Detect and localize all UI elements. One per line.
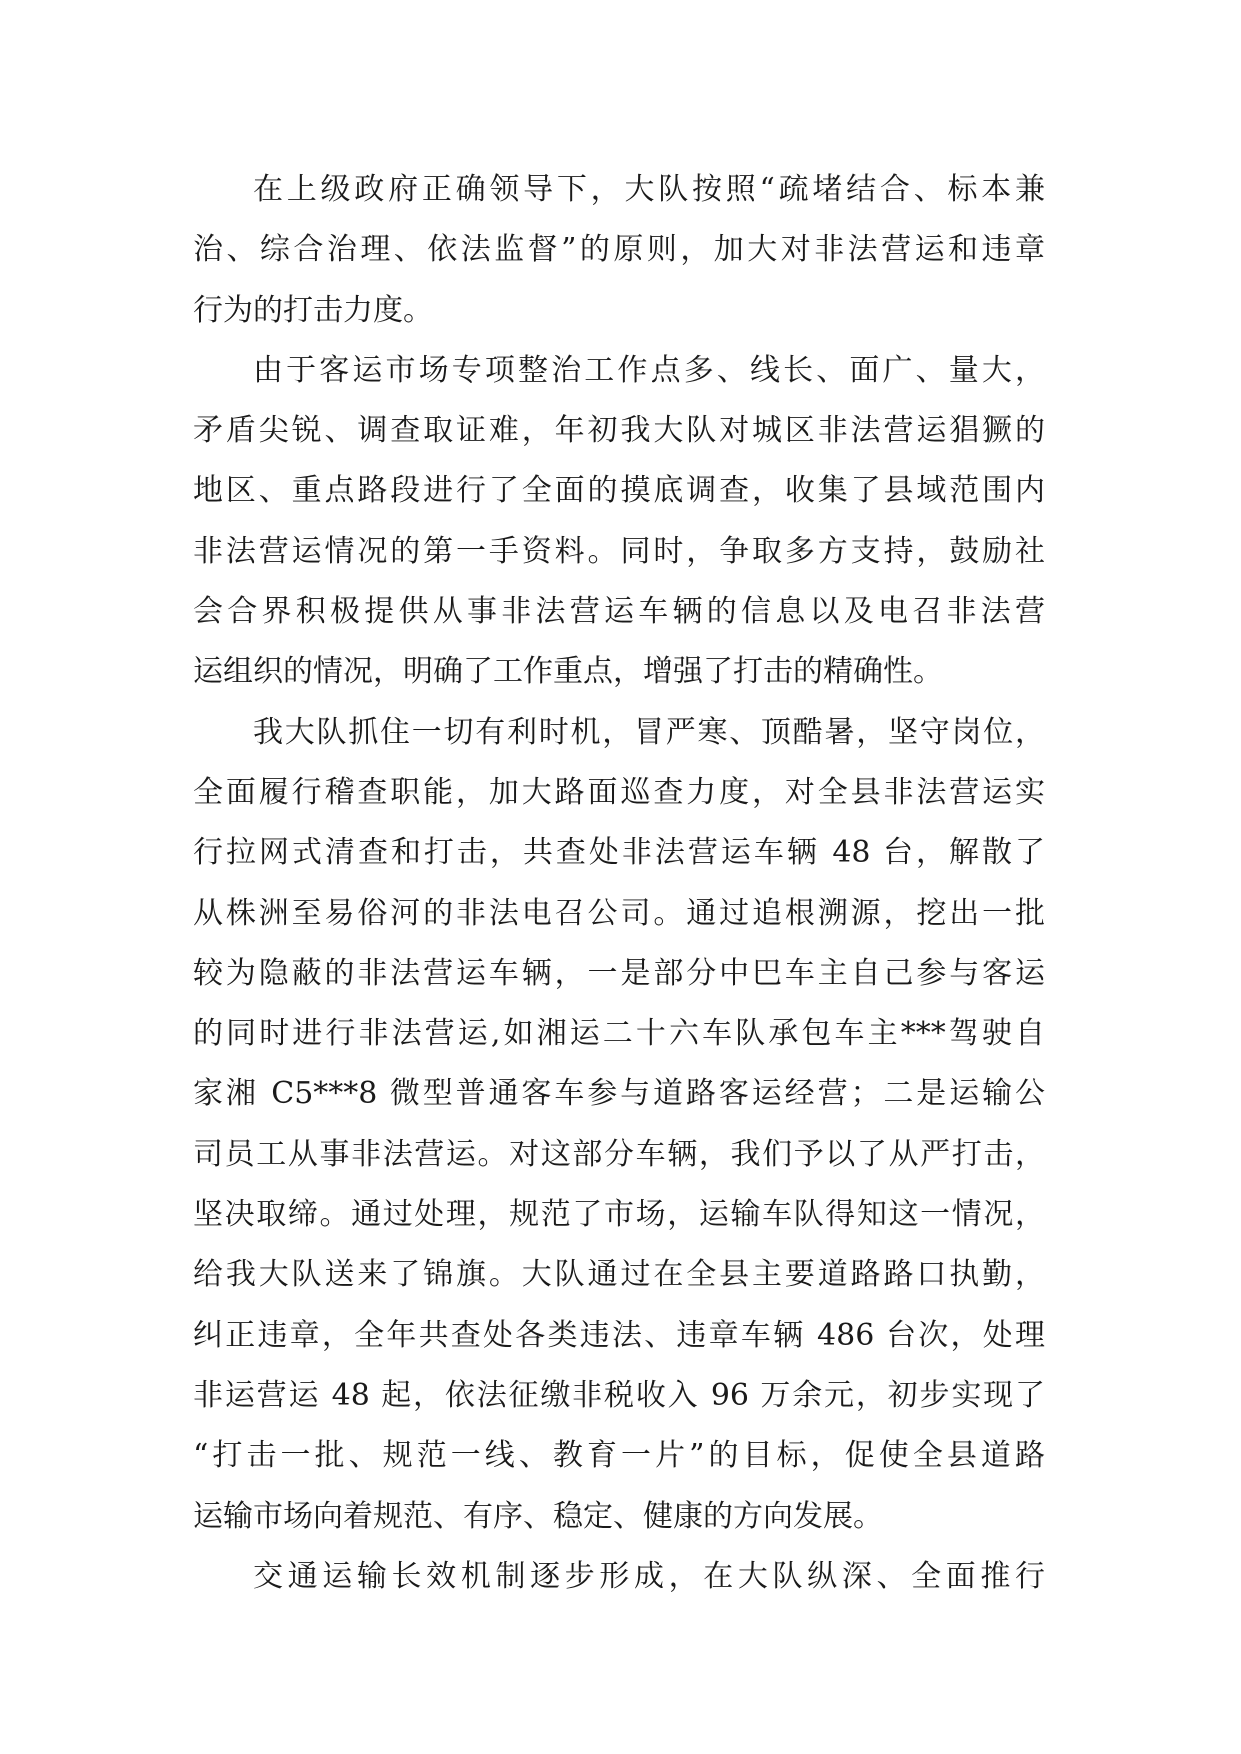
text-line: 非法营运情况的第一手资料。同时，争取多方支持，鼓励社	[193, 533, 1045, 569]
text-line: 给我大队送来了锦旗。大队通过在全县主要道路路口执勤，	[193, 1257, 1045, 1293]
text-line: 运组织的情况，明确了工作重点，增强了打击的精确性。	[193, 654, 943, 690]
text-line: 地区、重点路段进行了全面的摸底调查，收集了县域范围内	[193, 473, 1045, 509]
paragraph	[193, 341, 1045, 703]
text-line: 运输市场向着规范、有序、稳定、健康的方向发展。	[193, 1498, 883, 1534]
text-line: 家湘 C5***8 微型普通客车参与道路客运经营；二是运输公	[193, 1076, 1045, 1112]
text-line: 行为的打击力度。	[193, 292, 433, 328]
text-line: 非运营运 48 起，依法征缴非税收入 96 万余元，初步实现了	[193, 1377, 1045, 1413]
text-line: 行拉网式清查和打击，共查处非法营运车辆 48 台，解散了	[193, 835, 1045, 871]
text-line: 矛盾尖锐、调查取证难，年初我大队对城区非法营运猖獗的	[193, 413, 1045, 449]
text-line: 纠正违章，全年共查处各类违法、违章车辆 486 台次，处理	[193, 1317, 1045, 1353]
text-line: 的同时进行非法营运,如湘运二十六车队承包车主***驾驶自	[193, 1016, 1045, 1052]
paragraph	[193, 160, 1045, 341]
text-line: 全面履行稽查职能，加大路面巡查力度，对全县非法营运实	[193, 774, 1045, 810]
text-line: 交通运输长效机制逐步形成，在大队纵深、全面推行	[253, 1558, 1045, 1594]
text-line: 治、综合治理、依法监督”的原则，加大对非法营运和违章	[193, 232, 1045, 268]
paragraph	[193, 703, 1045, 1547]
text-line: 较为隐蔽的非法营运车辆，一是部分中巴车主自己参与客运	[193, 955, 1045, 991]
text-line: “打击一批、规范一线、教育一片”的目标，促使全县道路	[193, 1438, 1045, 1474]
paragraph	[193, 1547, 1045, 1607]
text-line: 坚决取缔。通过处理，规范了市场，运输车队得知这一情况，	[193, 1197, 1045, 1233]
text-line: 我大队抓住一切有利时机，冒严寒、顶酷暑，坚守岗位，	[253, 714, 1045, 750]
text-line: 在上级政府正确领导下，大队按照“疏堵结合、标本兼	[253, 172, 1045, 207]
document-body	[193, 160, 1045, 1607]
text-line: 司员工从事非法营运。对这部分车辆，我们予以了从严打击，	[193, 1136, 1045, 1172]
text-line: 由于客运市场专项整治工作点多、线长、面广、量大，	[253, 352, 1045, 388]
text-line: 从株洲至易俗河的非法电召公司。通过追根溯源，挖出一批	[193, 895, 1045, 931]
text-line: 会合界积极提供从事非法营运车辆的信息以及电召非法营	[193, 594, 1045, 630]
